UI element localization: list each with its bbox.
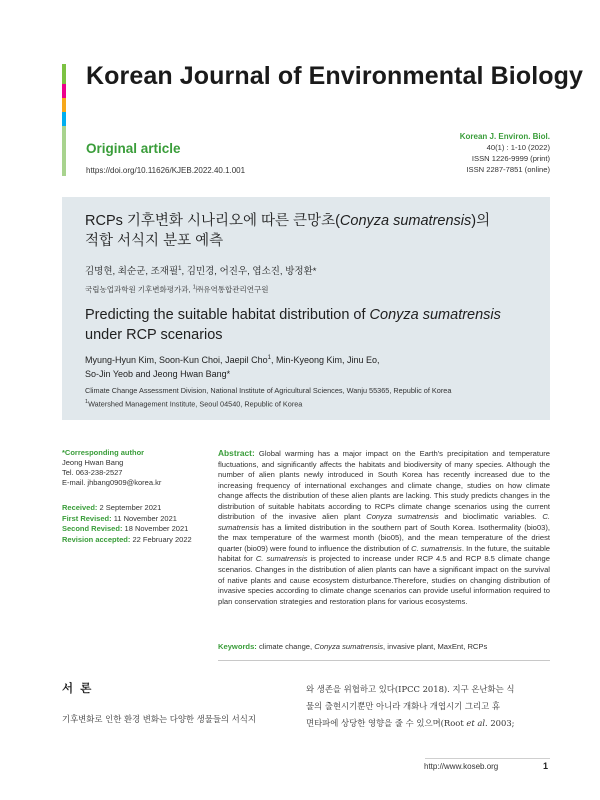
color-bar-green (62, 64, 66, 84)
article-type: Original article (86, 141, 181, 156)
footer-url[interactable]: http://www.koseb.org (424, 762, 499, 771)
corresponding-name: Jeong Hwan Bang (62, 458, 124, 467)
date-second-revised: Second Revised: 18 November 2021 (62, 524, 189, 533)
section-title: 서 론 (62, 683, 94, 695)
abstract-label: Abstract: (218, 448, 255, 458)
page-number: 1 (543, 761, 549, 771)
doi-link[interactable]: https://doi.org/10.11626/KJEB.2022.40.1.001 (86, 166, 246, 175)
corresponding-label: *Corresponding author (62, 448, 145, 457)
corresponding-author (62, 448, 161, 488)
corresponding-email[interactable]: E-mail. jhbang0909@korea.kr (62, 478, 162, 487)
english-affiliation: Climate Change Assessment Division, National Institute of Agricultural Sciences, Wanju 55365, Republic of Korea $^1$Watershed Management Institute, Seoul 04540, Republic of Korea (85, 386, 452, 408)
journal-abbreviation: Korean J. Environ. Biol. (459, 132, 550, 141)
issn-print: ISSN 1226-9999 (print) (471, 154, 550, 163)
korean-authors: 김명현, 최순군, 조재필$^1$, 김민경, 어진우, 엽소진, 방정환* (85, 265, 317, 277)
footer-divider (425, 758, 550, 759)
dates-block (62, 503, 192, 545)
date-received: Received: 2 September 2021 (62, 503, 162, 512)
title-box (62, 197, 550, 420)
keywords: Keywords: climate change, Conyza sumatrensis, invasive plant, MaxEnt, RCPs (218, 642, 488, 651)
divider (218, 660, 550, 661)
corresponding-tel: Tel. 063-238-2527 (62, 468, 123, 477)
color-bar-magenta (62, 84, 66, 98)
color-bar-blue (62, 112, 66, 126)
body-text-right: 와 생존을 위협하고 있다(IPCC 2018). 지구 온난화는 식 물의 출현시기뿐만 아니라 개화나 개엽시기 그리고 휴 면타파에 상당한 영향을 줄 수 있으며(Root et al. 2003; (306, 684, 515, 728)
color-bar-lightgreen (62, 126, 66, 176)
korean-title: RCPs 기후변화 시나리오에 따른 큰망초(Conyza sumatrensis)의 적합 서식지 분포 예측 (85, 213, 491, 249)
volume-info: 40(1) : 1-10 (2022) (486, 143, 550, 152)
korean-affiliation: 국립농업과학원 기후변화평가과, $^1$㈜유역통합관리연구원 (85, 284, 269, 294)
citation-block (460, 131, 550, 175)
journal-title: Korean Journal of Environmental Biology (86, 62, 584, 90)
date-accepted: Revision accepted: 22 February 2022 (62, 534, 192, 544)
english-authors: Myung-Hyun Kim, Soon-Kun Choi, Jaepil Cho$^1$, Min-Kyeong Kim, Jinu Eo, So-Jin Yeob and Jeong Hwan Bang* (85, 355, 380, 379)
abstract: Abstract: Global warming has a major impact on the Earth's precipitation and temperature fluctuations, and significantly affects the habitats and biodiversity of many species. Although the number of alien plants newly introduced in South Korea has recently increased due to the increasing frequency of international exchanges and climate change, studies on how climate change affects the distribution of these alien plants are lacking. This study predicts changes in the distribution of suitable habitats according to RCPs climate change scenarios using the current distribution of the invasive alien plant Conyza sumatrensis and bioclimatic variables. C. sumatrensis has a limited distribution in the southern part of South Korea. Isothermality (bio03), the max temperature of the warmest month (bio05), and the mean temperature of the driest quarter (bio09) were found to influence the distribution of C. sumatrensis. In the future, the suitable habitat for C. sumatrensis is projected to increase under RCP 4.5 and RCP 8.5 climate change scenarios. Changes in the distribution of alien plants can have a significant impact on the survival of native plants and cause ecosystem disturbance.Therefore, studies on changing distribution of invasive species according to climate change scenarios can provide useful information required to plan conservation strategies and restoration plans for various ecosystems. (218, 448, 551, 606)
color-bar-orange (62, 98, 66, 112)
issn-online: ISSN 2287-7851 (online) (466, 165, 550, 174)
english-title: Predicting the suitable habitat distribution of Conyza sumatrensis under RCP scenarios (85, 307, 501, 343)
body-text-left: 기후변화로 인한 환경 변화는 다양한 생물들의 서식지 (62, 714, 256, 724)
date-first-revised: First Revised: 11 November 2021 (62, 513, 177, 523)
keywords-label: Keywords: (218, 642, 257, 651)
